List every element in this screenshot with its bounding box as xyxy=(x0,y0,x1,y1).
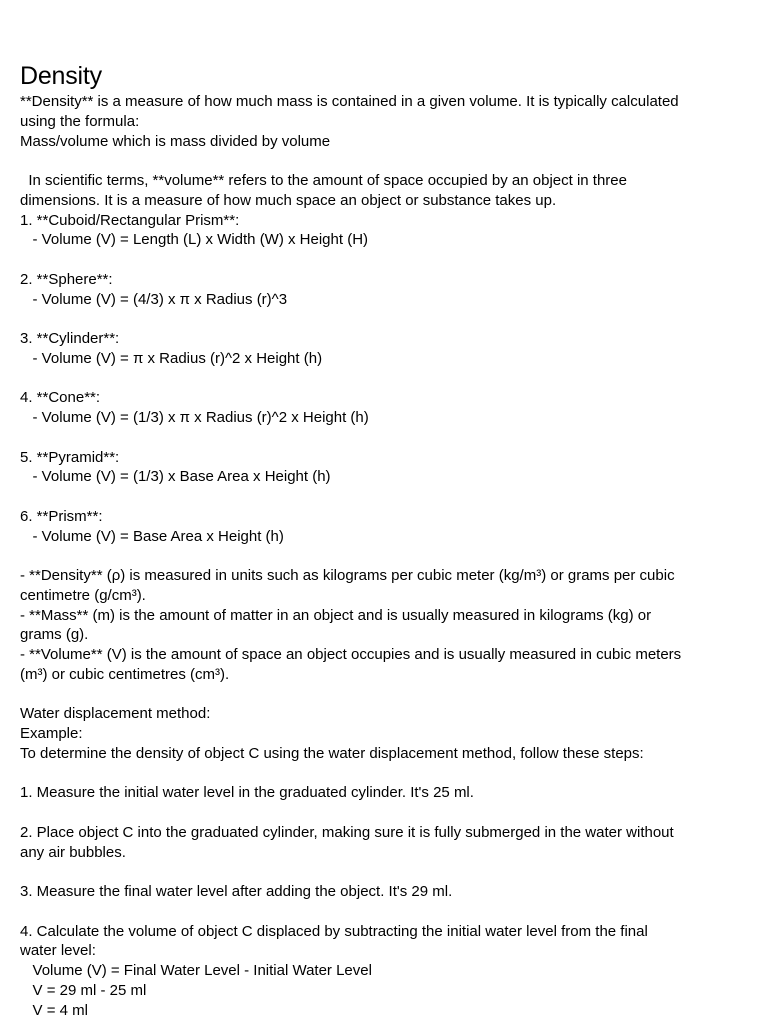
text-line: To determine the density of object C using the water displacement method, follow these steps: xyxy=(20,744,644,762)
text-line xyxy=(20,902,750,922)
text-line: 4. Calculate the volume of object C displaced by subtracting the initial water level from the final xyxy=(20,922,648,940)
text-line: - **Mass** (m) is the amount of matter in an object and is usually measured in kilograms (kg) or xyxy=(20,606,652,624)
text-line xyxy=(20,309,750,329)
text-line xyxy=(20,546,750,566)
text-line: - Volume (V) = π x Radius (r)^2 x Height (h) xyxy=(20,349,323,367)
text-line: 2. Place object C into the graduated cylinder, making sure it is fully submerged in the water without xyxy=(20,823,674,841)
text-line xyxy=(20,369,750,389)
text-line: Water displacement method: xyxy=(20,705,211,723)
text-line xyxy=(20,151,750,171)
text-line: In scientific terms, **volume** refers to the amount of space occupied by an object in three xyxy=(20,172,627,189)
text-line: - **Density** (ρ) is measured in units such as kilograms per cubic meter (kg/m³) or grams per cubic xyxy=(20,567,675,584)
text-line: 6. **Prism**: xyxy=(20,507,103,525)
text-line: 1. Measure the initial water level in the graduated cylinder. It's 25 ml. xyxy=(20,784,474,802)
document-title: Density xyxy=(20,62,102,90)
text-line: Mass/volume which is mass divided by volume xyxy=(20,132,331,150)
text-line: - Volume (V) = Base Area x Height (h) xyxy=(20,527,284,545)
document-text xyxy=(20,92,750,1020)
text-line xyxy=(20,428,750,448)
text-line: - Volume (V) = (1/3) x Base Area x Height (h) xyxy=(20,468,331,486)
text-line: V = 29 ml - 25 ml xyxy=(20,981,147,999)
text-line: - Volume (V) = Length (L) x Width (W) x Height (H) xyxy=(20,231,369,249)
text-line: water level: xyxy=(20,942,96,960)
text-line: V = 4 ml xyxy=(20,1001,88,1019)
text-line: 5. **Pyramid**: xyxy=(20,448,120,466)
text-line: Volume (V) = Final Water Level - Initial Water Level xyxy=(20,962,372,979)
text-line: dimensions. It is a measure of how much space an object or substance takes up. xyxy=(20,191,557,209)
text-line: grams (g). xyxy=(20,626,89,644)
text-line xyxy=(20,250,750,270)
text-line: - Volume (V) = (4/3) x π x Radius (r)^3 xyxy=(20,290,288,308)
text-line: **Density** is a measure of how much mass is contained in a given volume. It is typically calculated xyxy=(20,93,679,110)
text-line xyxy=(20,685,750,705)
text-line: - **Volume** (V) is the amount of space an object occupies and is usually measured in cubic meters xyxy=(20,646,682,663)
text-line: 3. Measure the final water level after adding the object. It's 29 ml. xyxy=(20,883,453,900)
text-line xyxy=(20,487,750,507)
text-line: any air bubbles. xyxy=(20,843,126,861)
text-line: using the formula: xyxy=(20,112,140,130)
text-line: (m³) or cubic centimetres (cm³). xyxy=(20,665,230,683)
text-line xyxy=(20,862,750,882)
text-line xyxy=(20,803,750,823)
text-line xyxy=(20,764,750,784)
text-line: 2. **Sphere**: xyxy=(20,270,113,288)
text-line: 3. **Cylinder**: xyxy=(20,330,120,347)
text-line: 1. **Cuboid/Rectangular Prism**: xyxy=(20,211,240,229)
text-line: centimetre (g/cm³). xyxy=(20,586,146,604)
document-body xyxy=(20,60,750,1020)
text-line: 4. **Cone**: xyxy=(20,389,101,407)
text-line: Example: xyxy=(20,725,83,742)
text-line: - Volume (V) = (1/3) x π x Radius (r)^2 x Height (h) xyxy=(20,409,369,426)
